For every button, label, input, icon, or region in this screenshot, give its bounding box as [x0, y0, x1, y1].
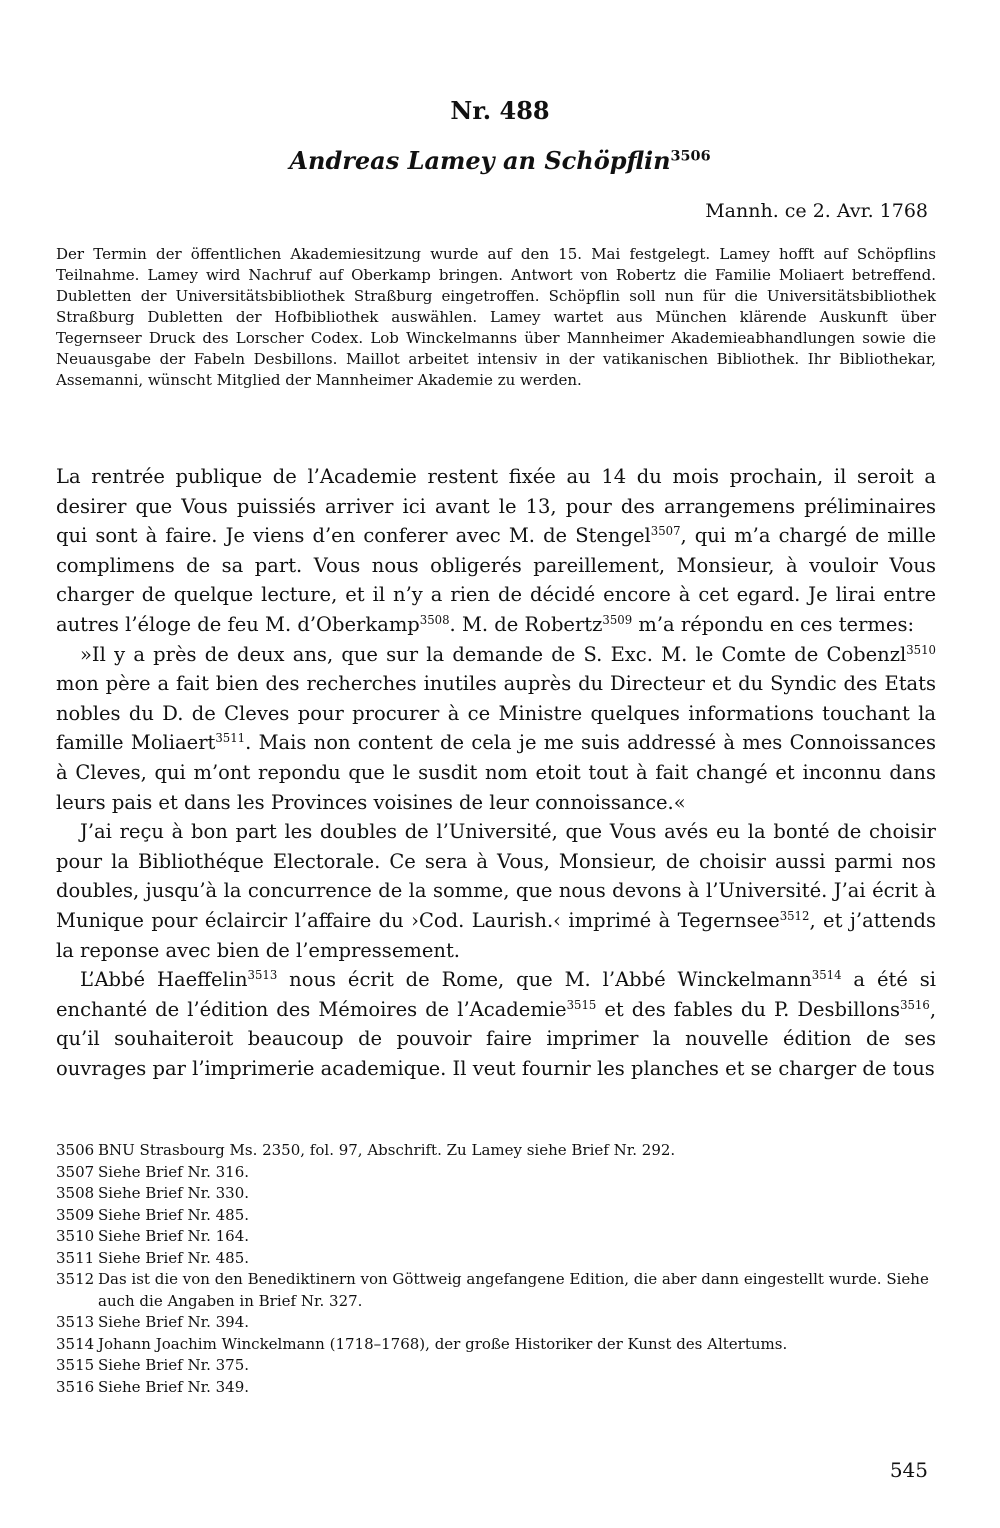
footnote-ref: 3509 [602, 612, 633, 627]
footnote [56, 1226, 936, 1248]
footnote-ref: 3513 [247, 968, 278, 983]
footnote [56, 1205, 936, 1227]
footnotes [56, 1140, 936, 1398]
footnote-text: Johann Joachim Winckelmann (1718–1768), der große Historiker der Kunst des Altertums. [98, 1334, 788, 1353]
body-paragraph [56, 462, 936, 640]
paragraph-text: mon père a fait bien des recherches inutiles auprès du Directeur et du Syndic des Etats nobles du D. de Cleves pour procurer à ce Ministre quelques informations touchant la famille Moliaert [56, 672, 936, 755]
footnote-number: 3512 [56, 1270, 95, 1288]
footnote [56, 1162, 936, 1184]
paragraph-text: , qui m’a chargé de mille complimens de sa part. Vous nous obligerés pareillement, Monsieur, à vouloir Vous charger de quelque lecture, et il n’y a rien de décidé encore à cet egard. Je lirai entre autres l’éloge de feu M. d’Oberkamp [56, 524, 937, 636]
footnote-number: 3515 [56, 1356, 95, 1374]
paragraph-text: a été si enchanté de l’édition des Mémoires de l’Academie [56, 968, 936, 1021]
footnote-ref: 3512 [779, 908, 810, 923]
letter-number: Nr. 488 [450, 96, 550, 125]
footnote-text: Siehe Brief Nr. 164. [98, 1227, 250, 1245]
footnote-ref: 3511 [215, 731, 246, 746]
letter-title-text: Andreas Lamey an Schöpflin [289, 146, 671, 175]
paragraph-text: nous écrit de Rome, que M. l’Abbé Winckelmann [277, 968, 812, 992]
footnote [56, 1355, 936, 1377]
footnote-ref: 3508 [419, 612, 450, 627]
footnote-text: Siehe Brief Nr. 316. [98, 1162, 250, 1181]
footnote-text: Siehe Brief Nr. 485. [98, 1248, 250, 1267]
footnote-text: Das ist die von den Benediktinern von Göttweig angefangene Edition, die aber dann eingestellt wurde. Siehe auch die Angaben in Brief Nr. 327. [98, 1270, 929, 1310]
footnote [56, 1269, 936, 1312]
footnote-number: 3516 [56, 1377, 95, 1396]
paragraph-text: La rentrée publique de l’Academie restent fixée au 14 du mois prochain, il seroit a desirer que Vous puissiés arriver ici avant le 13, pour des arrangemens préliminaires qui sont à faire. Je viens d’en conferer avec M. de Stengel [56, 465, 936, 548]
footnote-ref: 3514 [811, 968, 842, 983]
footnote-number: 3506 [56, 1141, 95, 1159]
letter-body [56, 462, 936, 1083]
footnote [56, 1248, 936, 1270]
footnote-text: Siehe Brief Nr. 349. [98, 1377, 250, 1396]
body-paragraph [56, 965, 936, 1083]
footnote [56, 1377, 936, 1399]
letter-summary: Der Termin der öffentlichen Akademiesitzung wurde auf den 15. Mai festgelegt. Lamey hofft auf Schöpflins Teilnahme. Lamey wird Nachruf auf Oberkamp bringen. Antwort von Robertz die Familie Moliaert betreffend. Dubletten der Universitätsbibliothek Straßburg eingetroffen. Schöpflin soll nun für die Universitätsbibliothek Straßburg Dubletten der Hofbibliothek auswählen. Lamey wartet aus München klärende Auskunft über Tegernseer Druck des Lorscher Codex. Lob Winckelmanns über Mannheimer Akademieabhandlungen sowie die Neuausgabe der Fabeln Desbillons. Maillot arbeitet intensiv in der vatikanischen Bibliothek. Ihr Bibliothekar, Assemanni, wünscht Mitglied der Mannheimer Akademie zu werden. [56, 245, 936, 389]
footnote-text: Siehe Brief Nr. 394. [98, 1313, 250, 1331]
footnote-number: 3513 [56, 1313, 95, 1331]
footnote-number: 3508 [56, 1184, 95, 1202]
paragraph-text: et des fables du P. Desbillons [596, 997, 901, 1021]
footnote-text: BNU Strasbourg Ms. 2350, fol. 97, Abschrift. Zu Lamey siehe Brief Nr. 292. [98, 1141, 676, 1159]
footnote-text: Siehe Brief Nr. 485. [98, 1205, 250, 1224]
footnote [56, 1183, 936, 1205]
footnote-number: 3509 [56, 1205, 95, 1224]
footnote-number: 3507 [56, 1162, 95, 1181]
paragraph-text: , qu’il souhaiteroit beaucoup de pouvoir faire imprimer la nouvelle édition de ses ouvrages par l’imprimerie academique. Il veut fournir les planches et se charger de tous [56, 997, 937, 1080]
footnote-text: Siehe Brief Nr. 330. [98, 1184, 250, 1202]
paragraph-text: . M. de Robertz [449, 612, 603, 636]
footnote-ref: 3516 [900, 997, 930, 1012]
paragraph-text: L’Abbé Haeffelin [80, 968, 248, 992]
paragraph-text: J’ai reçu à bon part les doubles de l’Université, que Vous avés eu la bonté de choisir pour la Bibliothéque Electorale. Ce sera à Vous, Monsieur, de choisir aussi parmi nos doubles, jusqu’à la concurrence de la somme, que nous devons à l’Université. J’ai écrit à Munique pour éclaircir l’affaire du ›Cod. Laurish.‹ imprimé à Tegernsee [56, 820, 936, 932]
footnote-ref: 3506 [670, 147, 711, 165]
footnote-text: Siehe Brief Nr. 375. [98, 1356, 250, 1374]
paragraph-text: m’a répondu en ces termes: [632, 612, 915, 636]
body-paragraph [56, 640, 936, 818]
footnote-number: 3511 [56, 1248, 95, 1267]
paragraph-text: . Mais non content de cela je me suis addressé à mes Connoissances à Cleves, qui m’ont repondu que le susdit nom etoit tout à fait changé et inconnu dans leurs pais et dans les Provinces voisines de leur connoissance.« [56, 731, 936, 814]
footnote-ref: 3507 [650, 524, 681, 539]
footnote-number: 3514 [56, 1334, 95, 1353]
letter-date: Mannh. ce 2. Avr. 1768 [705, 200, 928, 222]
footnote-ref: 3515 [566, 997, 597, 1012]
footnote [56, 1312, 936, 1334]
footnote [56, 1334, 936, 1356]
paragraph-text: , et j’attends la reponse avec bien de l’empressement. [56, 908, 936, 962]
footnote-number: 3510 [56, 1227, 95, 1245]
footnote-ref: 3510 [906, 642, 936, 657]
letter-title [0, 146, 1000, 175]
page-number: 545 [889, 1458, 928, 1482]
footnote [56, 1140, 936, 1162]
paragraph-text: »Il y a près de deux ans, que sur la demande de S. Exc. M. le Comte de Cobenzl [80, 642, 907, 666]
body-paragraph [56, 817, 936, 965]
